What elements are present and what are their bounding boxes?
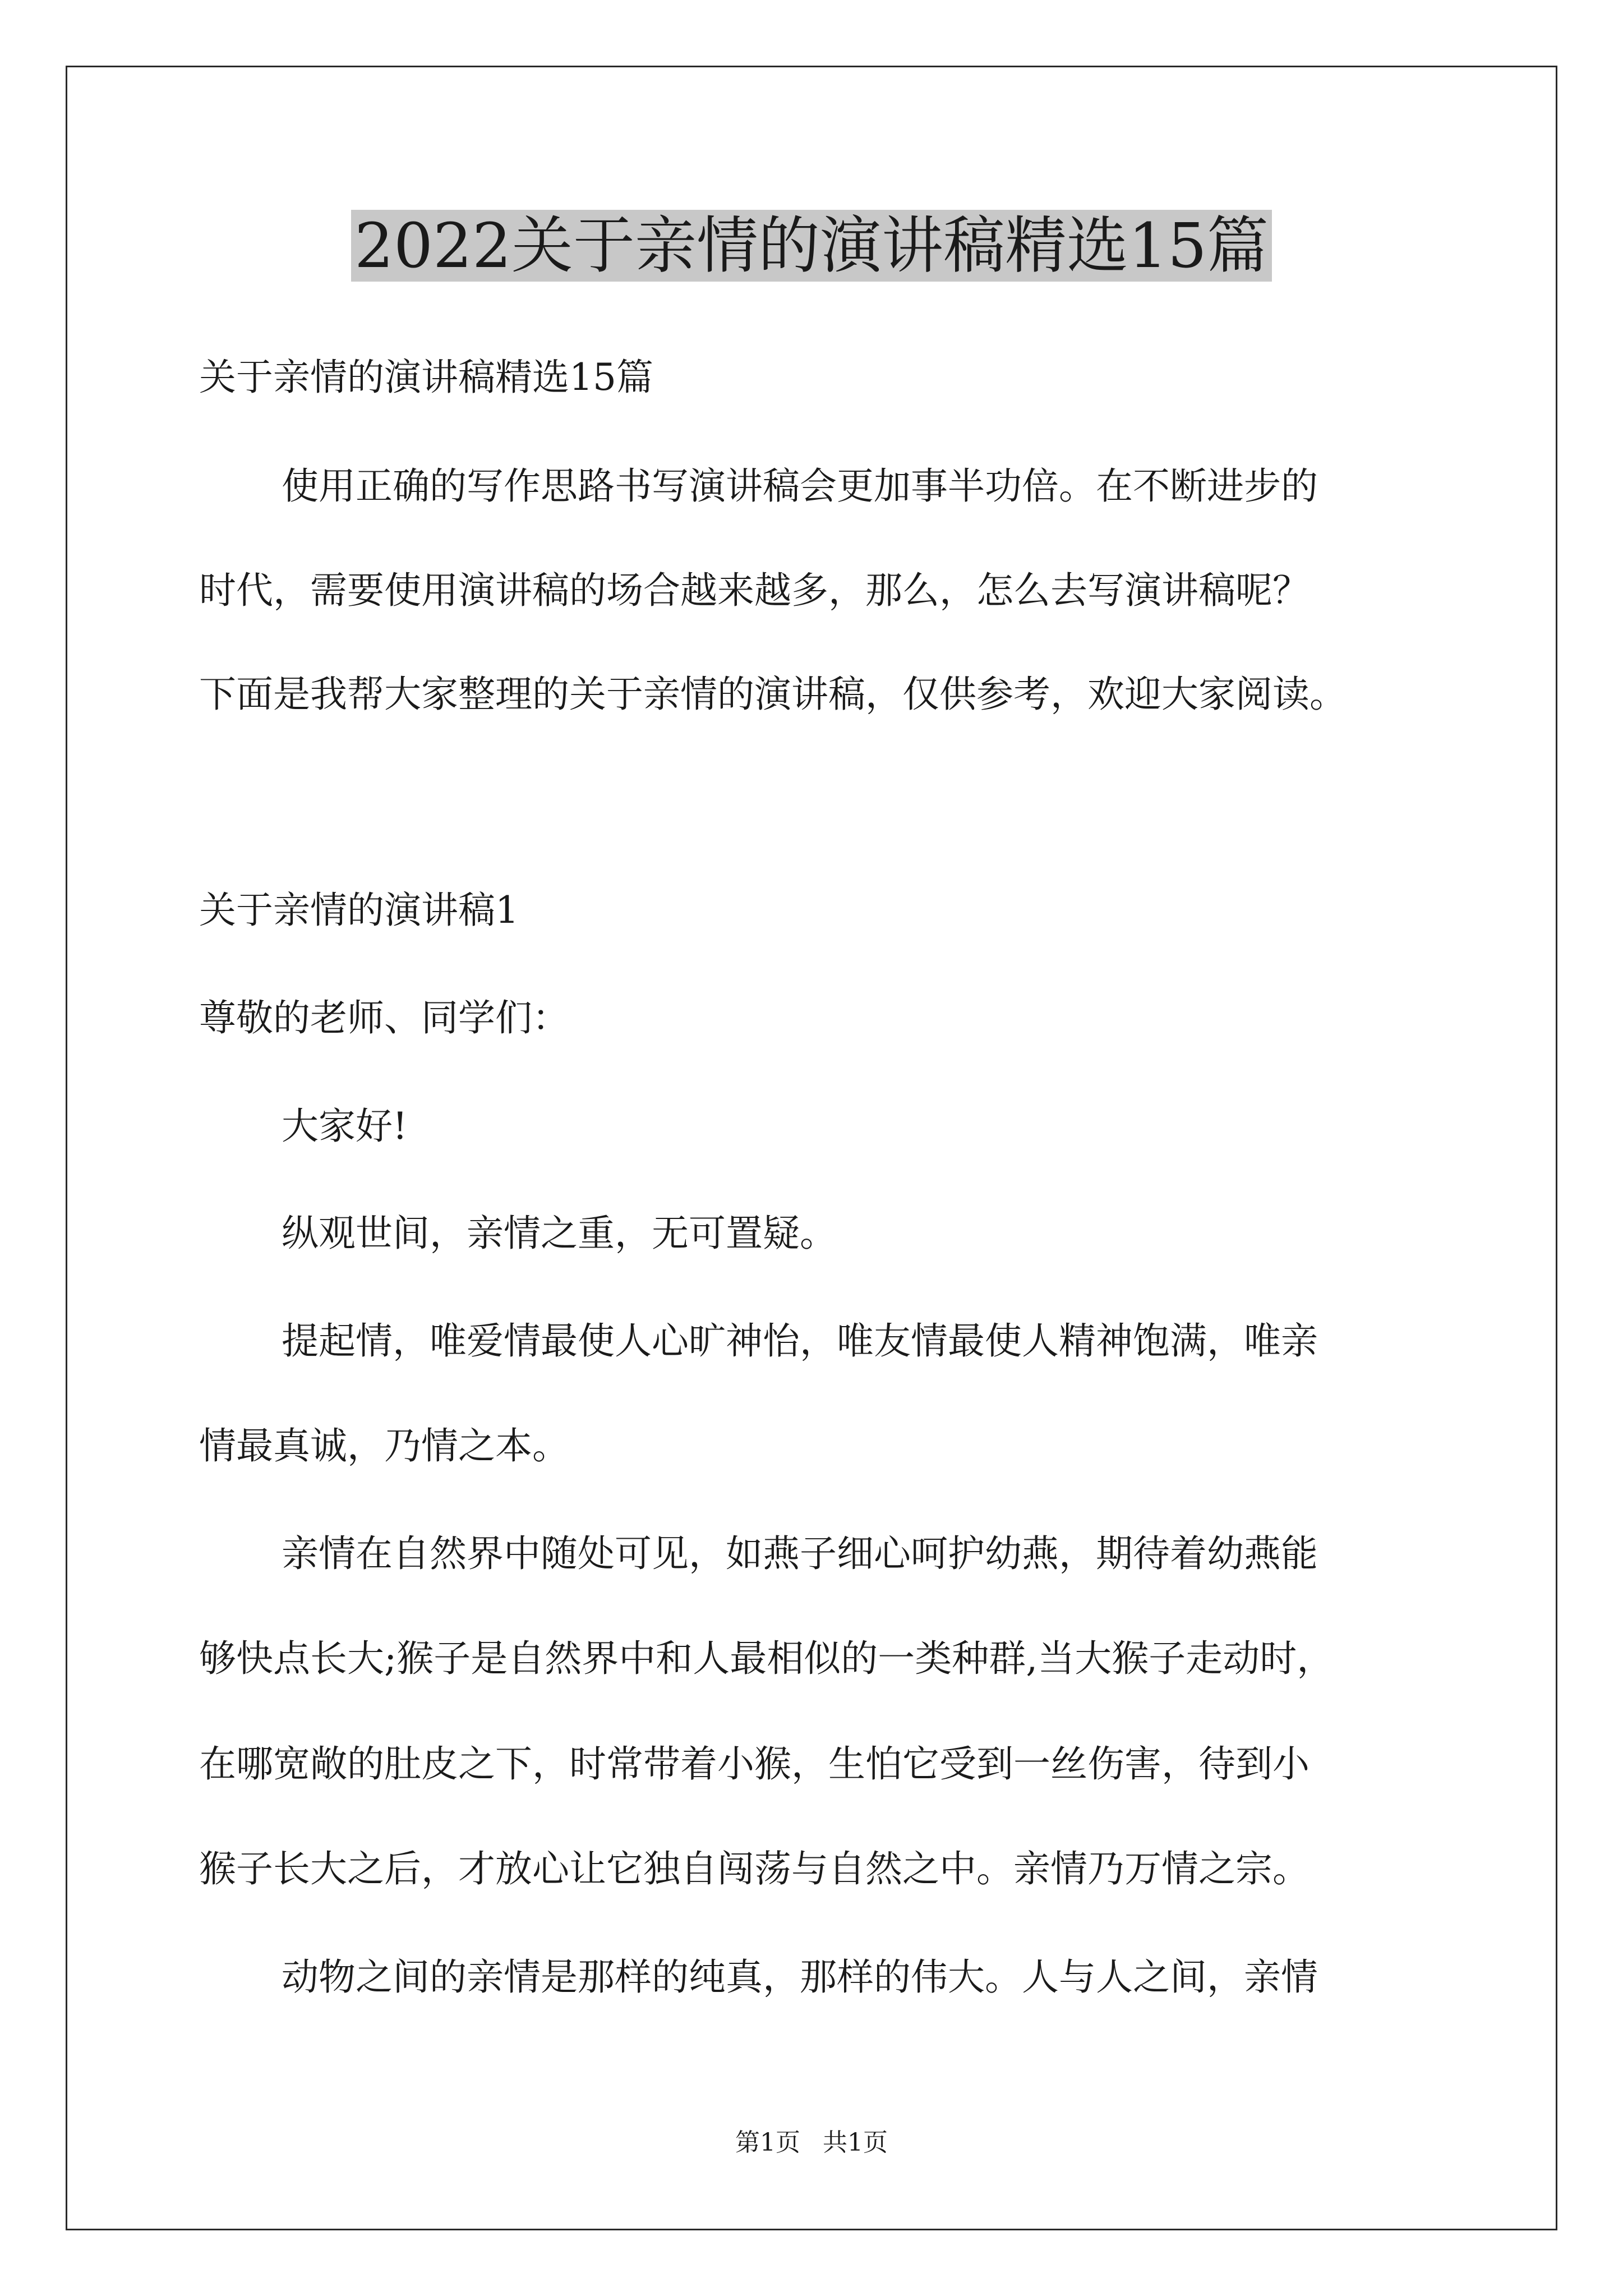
body-line-2: 提起情，唯爱情最使人心旷神怡，唯友情最使人精神饱满，唯亲 bbox=[282, 1319, 1318, 1363]
body-line-8: 动物之间的亲情是那样的纯真，那样的伟大。人与人之间，亲情 bbox=[282, 1955, 1318, 1999]
body-line-1: 纵观世间，亲情之重，无可置疑。 bbox=[282, 1212, 837, 1255]
greeting: 大家好! bbox=[282, 1105, 408, 1148]
intro-line-3: 下面是我帮大家整理的关于亲情的演讲稿，仅供参考，欢迎大家阅读。 bbox=[199, 673, 1347, 716]
page-number-current: 第1页 bbox=[735, 2128, 800, 2157]
title-text: 2022关于亲情的演讲稿精选15篇 bbox=[351, 210, 1272, 282]
body-line-7: 猴子长大之后，才放心让它独自闯荡与自然之中。亲情乃万情之宗。 bbox=[199, 1847, 1310, 1890]
body-line-5: 够快点长大;猴子是自然界中和人最相似的一类种群,当大猴子走动时， bbox=[199, 1637, 1334, 1680]
document-title bbox=[0, 206, 1623, 285]
body-line-6: 在哪宽敞的肚皮之下，时常带着小猴，生怕它受到一丝伤害，待到小 bbox=[199, 1742, 1310, 1786]
page-footer bbox=[0, 2126, 1623, 2160]
section-heading: 关于亲情的演讲稿1 bbox=[199, 889, 519, 932]
page-number-total: 共1页 bbox=[823, 2128, 888, 2157]
subtitle: 关于亲情的演讲稿精选15篇 bbox=[199, 356, 653, 399]
body-line-3: 情最真诚，乃情之本。 bbox=[199, 1424, 569, 1467]
salutation: 尊敬的老师、同学们： bbox=[199, 996, 569, 1039]
body-line-4: 亲情在自然界中随处可见，如燕子细心呵护幼燕，期待着幼燕能 bbox=[282, 1532, 1318, 1575]
intro-line-2: 时代，需要使用演讲稿的场合越来越多，那么，怎么去写演讲稿呢？ bbox=[199, 569, 1310, 612]
intro-line-1: 使用正确的写作思路书写演讲稿会更加事半功倍。在不断进步的 bbox=[282, 464, 1318, 508]
